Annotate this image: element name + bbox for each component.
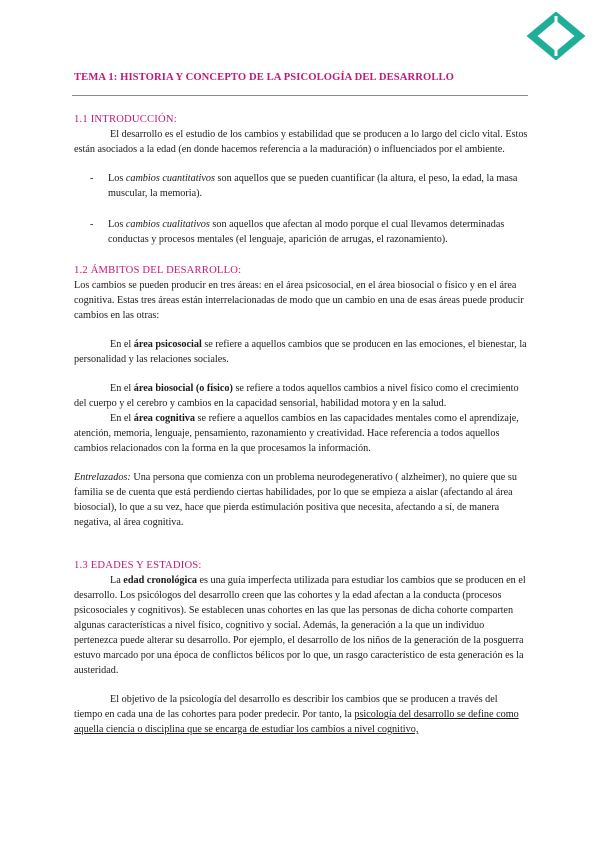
paragraph-area-psicosocial: En el área psicosocial se refiere a aquellos cambios que se producen en las emociones, el bienestar, la personalidad y las relaciones sociales. <box>74 339 527 365</box>
list-item: - Los cambios cuantitativos son aquellos que se pueden cuantificar (la altura, el peso, la edad, la masa muscular, la memoria). <box>74 171 528 201</box>
section-heading-introduccion: 1.1 INTRODUCCIÓN: <box>74 114 177 125</box>
paragraph: Los cambios se pueden producir en tres áreas: en el área psicosocial, en el área biosocial o físico y en el área cognitiva. Estas tres áreas están interrelacionadas de modo que un cambio en una de esas áreas puede producir cambios en las otras: <box>74 280 524 321</box>
title-divider <box>72 95 528 96</box>
section-heading-ambitos: 1.2 ÁMBITOS DEL DESARROLLO: <box>74 265 242 276</box>
paragraph-area-biosocial: En el área biosocial (o físico) se refiere a todos aquellos cambios a nivel físico como el crecimiento del cuerpo y el cerebro y cambios en la capacidad sensorial, habilidad motora y en la salud. <box>74 383 519 409</box>
section-heading-edades: 1.3 EDADES Y ESTADIOS: <box>74 560 202 571</box>
list-item: - Los cambios cualitativos son aquellos que afectan al modo porque el cual llevamos determinadas conductas y procesos mentales (el lenguaje, aparición de arrugas, el razonamiento). <box>74 217 528 247</box>
example-paragraph: Entrelazados: Una persona que comienza con un problema neurodegenerativo ( alzheimer), no quiere que su familia se de cuenta que está perdiendo ciertas habilidades, por lo que se empieza a aislar (afectando al área biosocial), lo que a su vez, hace que pierda estimulación positiva que necesita, afectando a sí, de manera negativa, al área cognitiva. <box>74 472 517 528</box>
bullet-list <box>74 171 528 247</box>
document-page <box>74 70 528 737</box>
paragraph: La edad cronológica es una guía imperfecta utilizada para estudiar los cambios que se producen en el desarrollo. Los psicólogos del desarrollo creen que las cohortes y la edad afectan a la conducta (procesos psicosociales y cognitivos). Se establecen unas cohortes en las que las personas de dicha cohorte comparten algunas características a nivel físico, cognitivo y social. Además, la generación a la que un individuo pertenezca puede alterar su desarrollo. Por ejemplo, el desarrollo de los niños de la generación de la posguerra estuvo marcado por una época de conflictos bélicos por lo que, un rasgo característico de esta generación es la austeridad. <box>74 575 526 676</box>
paragraph: El desarrollo es el estudio de los cambios y estabilidad que se producen a lo largo del ciclo vital. Estos están asociados a la edad (en donde hacemos referencia a la maduración) o influenciados por el ambiente. <box>74 129 528 155</box>
logo-icon <box>524 12 588 60</box>
document-title: TEMA 1: HISTORIA Y CONCEPTO DE LA PSICOLOGÍA DEL DESARROLLO <box>74 72 454 83</box>
paragraph: El objetivo de la psicología del desarrollo es describir los cambios que se producen a través del tiempo en cada una de las cohortes para poder predecir. Por tanto, la psicología del desarrollo se define como aquella ciencia o disciplina que se encarga de estudiar los cambios a nivel cognitivo, <box>74 694 519 735</box>
paragraph-area-cognitiva: En el área cognitiva se refiere a aquellos cambios en las capacidades mentales como el aprendizaje, atención, memoria, lenguaje, pensamiento, razonamiento y creatividad. Hace referencia a todos aquellos cambios relacionados con la forma en la que procesamos la información. <box>74 413 519 454</box>
